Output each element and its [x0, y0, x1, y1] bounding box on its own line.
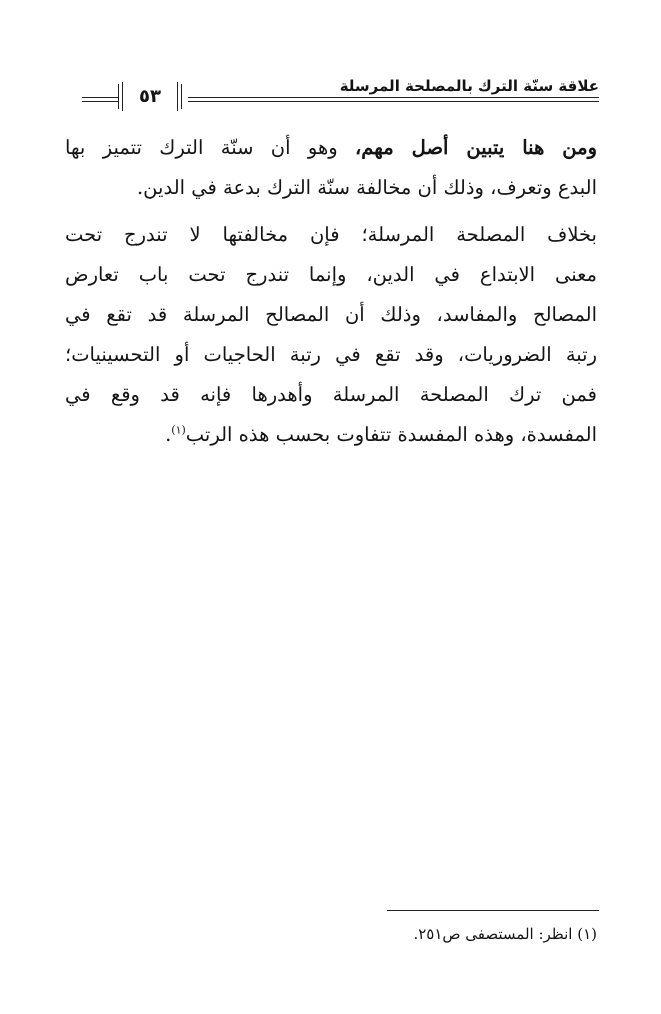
text-line: بخلاف المصلحة المرسلة؛ فإن مخالفتها لا تندرج تحت — [65, 223, 597, 246]
page-number-frame — [118, 84, 182, 109]
footnote: (١) انظر: المستصفى ص٢٥١. — [413, 925, 597, 943]
text-line: معنى الابتداع في الدين، وإنما تندرج تحت باب تعارض — [65, 263, 597, 286]
main-text — [65, 128, 597, 455]
bold-phrase: ومن هنا يتبين أصل مهم، — [355, 136, 598, 159]
header-rule-left — [82, 97, 118, 102]
text-line: المصالح والمفاسد، وذلك أن المصالح المرسلة قد تقع في — [65, 303, 597, 326]
page-number: ٥٣ — [139, 85, 161, 107]
text-span: . — [165, 423, 172, 446]
footnote-rule — [387, 910, 599, 911]
running-header-title: علاقة سنّة الترك بالمصلحة المرسلة — [339, 77, 599, 95]
header-rule — [188, 97, 599, 102]
text-line: رتبة الضروريات، وقد تقع في رتبة الحاجيات أو التحسينيات؛ — [65, 343, 597, 366]
text-line — [65, 415, 597, 455]
footnote-reference: (١) — [171, 423, 186, 437]
text-line — [65, 128, 597, 168]
text-line: فمن ترك المصلحة المرسلة وأهدرها فإنه قد وقع في — [65, 383, 597, 406]
text-span: المفسدة، وهذه المفسدة تتفاوت بحسب هذه الرتب — [185, 423, 597, 446]
text-span: وهو أن سنّة الترك تتميز بها — [65, 136, 356, 159]
text-line: البدع وتعرف، وذلك أن مخالفة سنّة الترك بدعة في الدين. — [136, 176, 597, 199]
